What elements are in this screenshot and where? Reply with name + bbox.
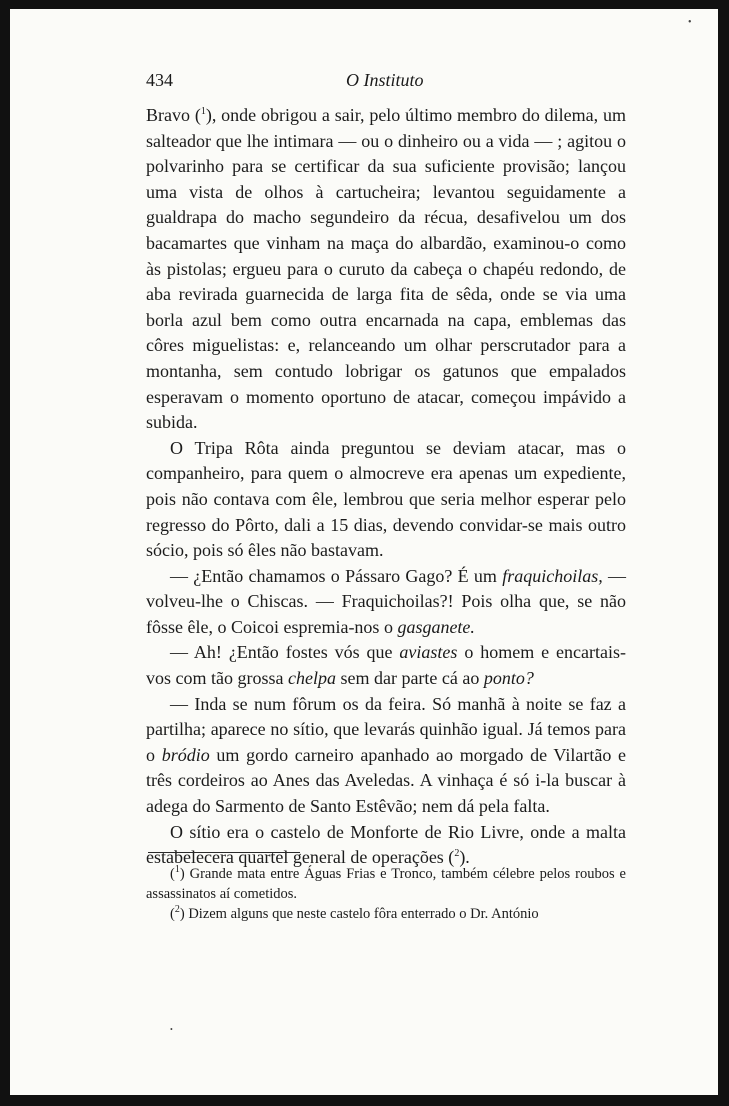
body-text bbox=[146, 103, 626, 871]
footnote: ($^1$) Grande mata entre Águas Frias e Tronco, também célebre pelos roubos e assassinatos aí cometidos. bbox=[146, 864, 626, 902]
footnote-divider bbox=[148, 852, 300, 853]
italic-term: fraquichoilas, bbox=[502, 565, 603, 586]
paragraph: — ¿Então chamamos o Pássaro Gago? É um fraquichoilas, — volveu-lhe o Chiscas. — Fraquichoilas?! Pois olha que, se não fôsse êle, o Coicoi espremia-nos o gasganete. bbox=[146, 565, 627, 637]
italic-term: gasganete. bbox=[397, 616, 475, 637]
speck-mark: • bbox=[170, 1025, 173, 1034]
italic-term: ponto? bbox=[483, 668, 534, 689]
paragraph: Bravo ($^1$), onde obrigou a sair, pelo último membro do dilema, um salteador que lhe intimara — ou o dinheiro ou a vida — ; agitou o polvarinho para se certificar da sua suficiente provisão; lançou uma vista de olhos à cartucheira; levantou seguidamente a gualdrapa do macho segundeiro da récua, desafivelou um dos bacamartes que vinham na maça do albardão, examinou-o como às pistolas; ergueu para o curuto da cabeça o chapéu redondo, de aba revirada guarnecida de larga fita de sêda, onde se via uma borla azul bem como outra encarnada na capa, emblemas das côres miguelistas: e, relanceando um olhar perscrutador para a montanha, sem contudo lobrigar os gatunos que empalados esperavam o momento oportuno de atacar, começou impávido a subida. bbox=[146, 105, 627, 433]
paragraph: O Tripa Rôta ainda preguntou se deviam atacar, mas o companheiro, para quem o almocreve era apenas um expediente, pois não contava com êle, lembrou que seria melhor esperar pelo regresso do Pôrto, dali a 15 dias, devendo convidar-se mais outro sócio, pois só êles não bastavam. bbox=[146, 437, 626, 561]
paragraph: — Inda se num fôrum os da feira. Só manhã à noite se faz a partilha; aparece no sítio, que levarás quinhão igual. Já temos para o bródio um gordo carneiro apanhado ao morgado de Vilartão e três cordeiros ao Anes das Aveledas. A vinhaça é só i-la buscar à adega do Sarmento de Santo Estêvão; nem dá pela falta. bbox=[146, 693, 626, 817]
page-header bbox=[146, 70, 626, 96]
footnote-ref: 1 bbox=[200, 106, 206, 117]
footnote-ref: 2 bbox=[454, 848, 460, 860]
book-page bbox=[10, 9, 718, 1095]
paragraph: — Ah! ¿Então fostes vós que aviastes o homem e encartais-vos com tão grossa chelpa sem dar parte cá ao ponto? bbox=[146, 642, 626, 689]
running-title: O Instituto bbox=[346, 70, 424, 90]
italic-term: chelpa bbox=[287, 668, 336, 689]
footnote-marker: 2 bbox=[174, 904, 180, 916]
speck-mark: • bbox=[688, 17, 692, 28]
italic-term: bródio bbox=[161, 744, 210, 765]
footnote: ($^2$) Dizem alguns que neste castelo fôra enterrado o Dr. António bbox=[170, 904, 539, 922]
paragraph: O sítio era o castelo de Monforte de Rio Livre, onde a malta estabelecera quartel general de operações ($^2$). bbox=[146, 821, 626, 868]
footnotes bbox=[146, 864, 626, 924]
italic-term: aviastes bbox=[399, 642, 458, 663]
footnote-marker: 1 bbox=[174, 864, 180, 876]
page-number: 434 bbox=[146, 70, 173, 90]
